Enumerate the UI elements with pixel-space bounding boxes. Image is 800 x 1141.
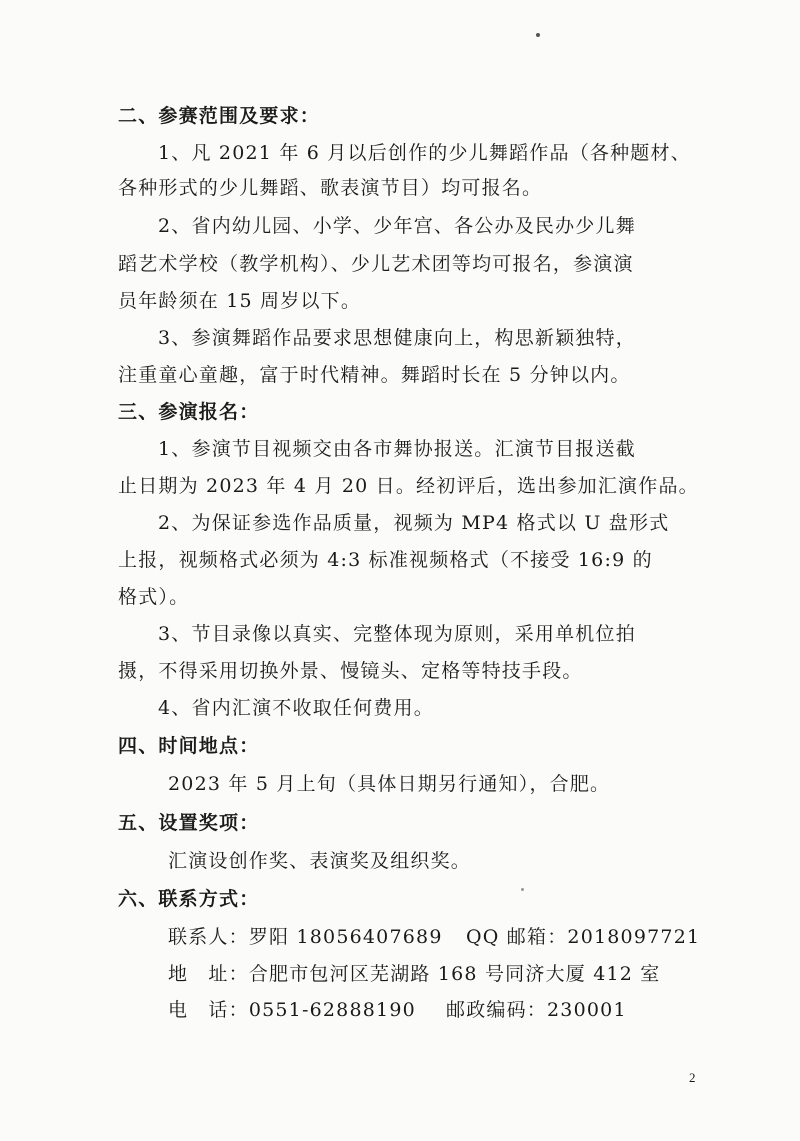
section-heading-awards: 五、设置奖项： [118, 812, 260, 834]
paragraph-line: 格式）。 [118, 586, 190, 608]
qq-line [466, 925, 700, 949]
paragraph-line: 汇演设创作奖、表演奖及组织奖。 [168, 850, 472, 872]
paragraph-line: 1、凡 2021 年 6 月以后创作的少儿舞蹈作品（各种题材、 [158, 142, 691, 164]
contact-value: 罗阳 18056407689 [248, 926, 443, 948]
paragraph-line: 2、为保证参选作品质量，视频为 MP4 格式以 U 盘形式 [158, 512, 670, 534]
qq-label: QQ 邮箱： [466, 926, 568, 948]
section-heading-contact: 六、联系方式： [118, 888, 260, 910]
address-line [168, 962, 661, 986]
paragraph-line: 3、参演舞蹈作品要求思想健康向上，构思新颖独特， [158, 327, 636, 349]
phone-label: 电 话： [168, 999, 249, 1021]
address-value: 合肥市包河区芜湖路 168 号同济大厦 412 室 [248, 963, 661, 985]
paragraph-line: 各种形式的少儿舞蹈、歌表演节目）均可报名。 [118, 177, 543, 199]
section-heading-registration: 三、参演报名： [118, 401, 260, 423]
paragraph-line: 摄，不得采用切换外景、慢镜头、定格等特技手段。 [118, 660, 583, 682]
section-heading-scope: 二、参赛范围及要求： [118, 105, 321, 127]
postcode-label: 邮政编码： [446, 999, 548, 1021]
qq-value: 2018097721 [567, 926, 701, 948]
paragraph-line: 2023 年 5 月上旬（具体日期另行通知），合肥。 [168, 773, 611, 795]
phone-value: 0551-62888190 [248, 999, 416, 1021]
paragraph-line: 止日期为 2023 年 4 月 20 日。经初评后，选出参加汇演作品。 [118, 475, 699, 497]
contact-label: 联系人： [168, 926, 249, 948]
paragraph-line: 1、参演节目视频交由各市舞协报送。汇演节目报送截 [158, 438, 636, 460]
postcode-value: 230001 [547, 999, 627, 1021]
contact-line [168, 925, 443, 949]
address-label: 地 址： [168, 963, 249, 985]
scan-speck [536, 33, 540, 37]
postcode-line [446, 998, 627, 1022]
paragraph-line: 注重童心童趣，富于时代精神。舞蹈时长在 5 分钟以内。 [118, 364, 631, 386]
section-heading-time-place: 四、时间地点： [118, 735, 260, 757]
phone-line [168, 998, 416, 1022]
paragraph-line: 4、省内汇演不收取任何费用。 [158, 697, 434, 719]
scan-speck [521, 888, 524, 891]
paragraph-line: 员年龄须在 15 周岁以下。 [118, 290, 362, 312]
paragraph-line: 上报，视频格式必须为 4:3 标准视频格式（不接受 16:9 的 [118, 549, 653, 571]
paragraph-line: 3、节目录像以真实、完整体现为原则，采用单机位拍 [158, 623, 636, 645]
paragraph-line: 2、省内幼儿园、小学、少年宫、各公办及民办少儿舞 [158, 215, 636, 237]
paragraph-line: 蹈艺术学校（教学机构）、少儿艺术团等均可报名，参演演 [118, 253, 634, 275]
page-number: 2 [689, 1070, 696, 1085]
